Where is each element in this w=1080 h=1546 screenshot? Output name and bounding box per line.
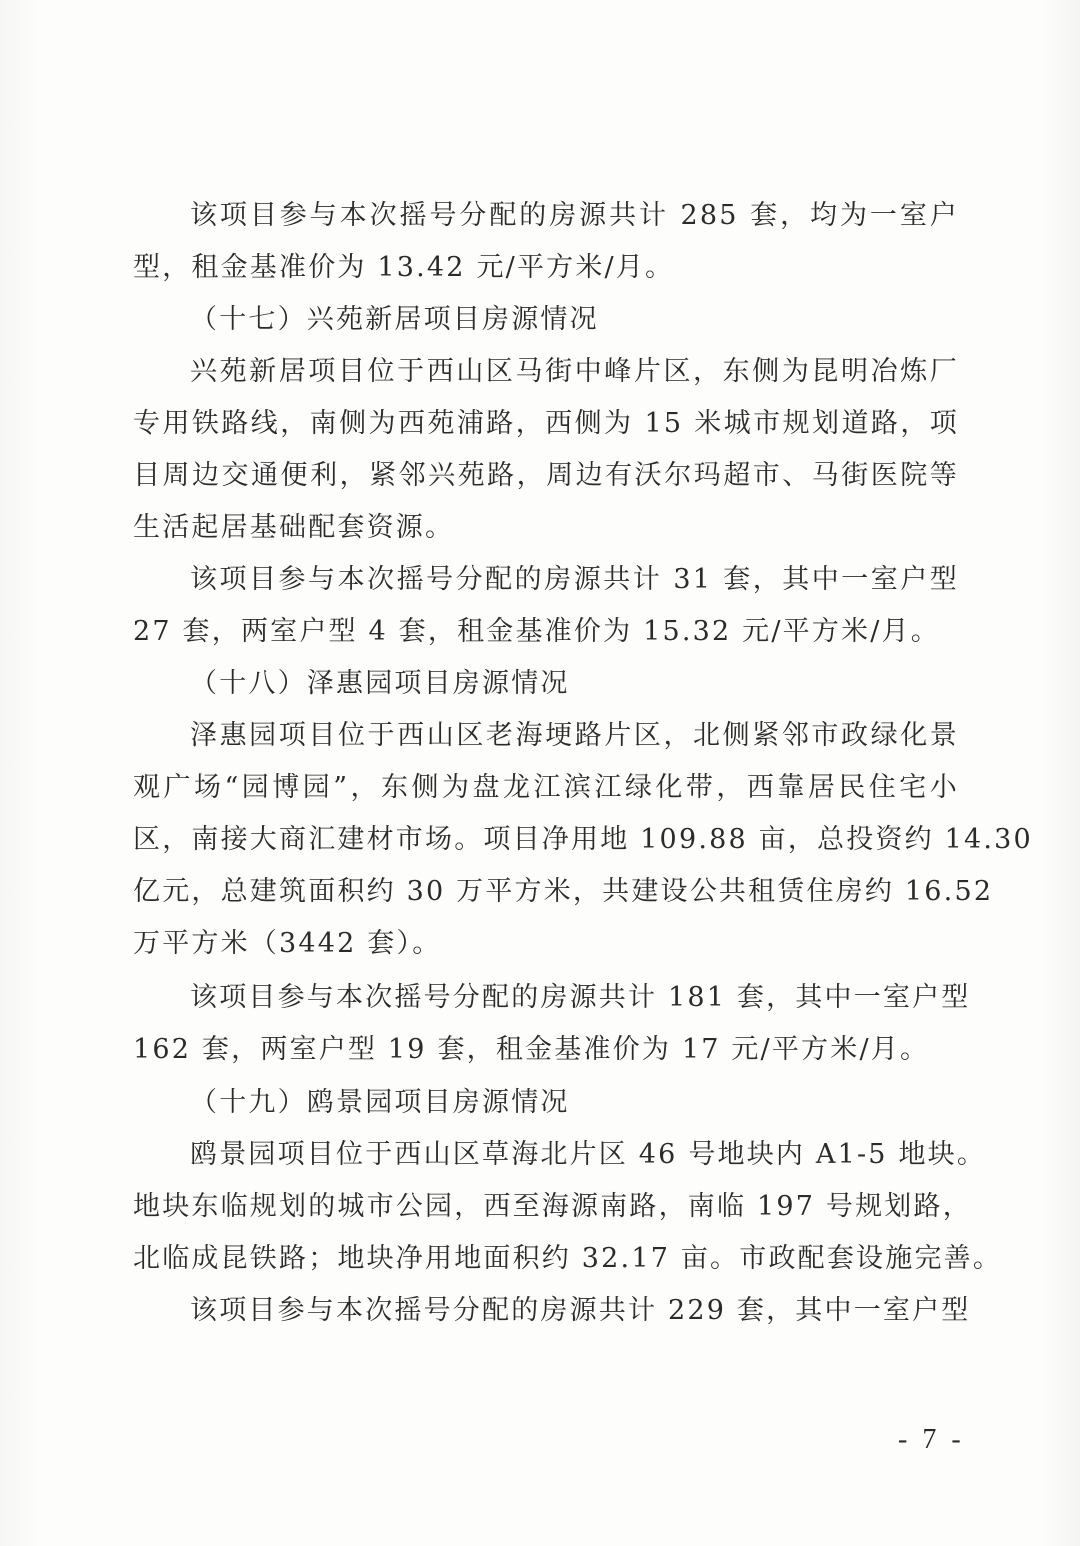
text-line: 该项目参与本次摇号分配的房源共计 31 套，其中一室户型 — [190, 564, 959, 595]
text-line: 型，租金基准价为 13.42 元/平方米/月。 — [133, 252, 675, 283]
section-heading: （十七）兴苑新居项目房源情况 — [190, 304, 599, 335]
text-line: 北临成昆铁路；地块净用地面积约 32.17 亩。市政配套设施完善。 — [133, 1243, 1003, 1274]
text-line: 该项目参与本次摇号分配的房源共计 181 套，其中一室户型 — [190, 982, 971, 1013]
text-line: 专用铁路线，南侧为西苑浦路，西侧为 15 米城市规划道路，项 — [133, 408, 959, 439]
text-line: 生活起居基础配套资源。 — [133, 512, 455, 543]
text-line: 观广场“园博园”，东侧为盘龙江滨江绿化带，西靠居民住宅小 — [133, 772, 959, 803]
text-line: 该项目参与本次摇号分配的房源共计 229 套，其中一室户型 — [190, 1295, 971, 1326]
text-line: 27 套，两室户型 4 套，租金基准价为 15.32 元/平方米/月。 — [133, 616, 940, 647]
page-number: - 7 - — [898, 1424, 965, 1455]
text-line: 泽惠园项目位于西山区老海埂路片区，北侧紧邻市政绿化景 — [190, 720, 959, 751]
text-line: 万平方米（3442 套）。 — [133, 928, 442, 959]
text-line: 地块东临规划的城市公园，西至海源南路，南临 197 号规划路， — [133, 1191, 972, 1222]
text-line: 鸥景园项目位于西山区草海北片区 46 号地块内 A1-5 地块。 — [190, 1139, 987, 1170]
text-line: 该项目参与本次摇号分配的房源共计 285 套，均为一室户 — [190, 200, 959, 231]
section-heading: （十八）泽惠园项目房源情况 — [190, 668, 570, 699]
section-heading: （十九）鸥景园项目房源情况 — [190, 1087, 570, 1118]
text-line: 区，南接大商汇建材市场。项目净用地 109.88 亩，总投资约 14.30 — [133, 824, 1033, 855]
text-line: 目周边交通便利，紧邻兴苑路，周边有沃尔玛超市、马街医院等 — [133, 460, 959, 491]
text-line: 兴苑新居项目位于西山区马街中峰片区，东侧为昆明冶炼厂 — [190, 356, 959, 387]
text-line: 162 套，两室户型 19 套，租金基准价为 17 元/平方米/月。 — [133, 1034, 930, 1065]
text-line: 亿元，总建筑面积约 30 万平方米，共建设公共租赁住房约 16.52 — [133, 876, 994, 907]
